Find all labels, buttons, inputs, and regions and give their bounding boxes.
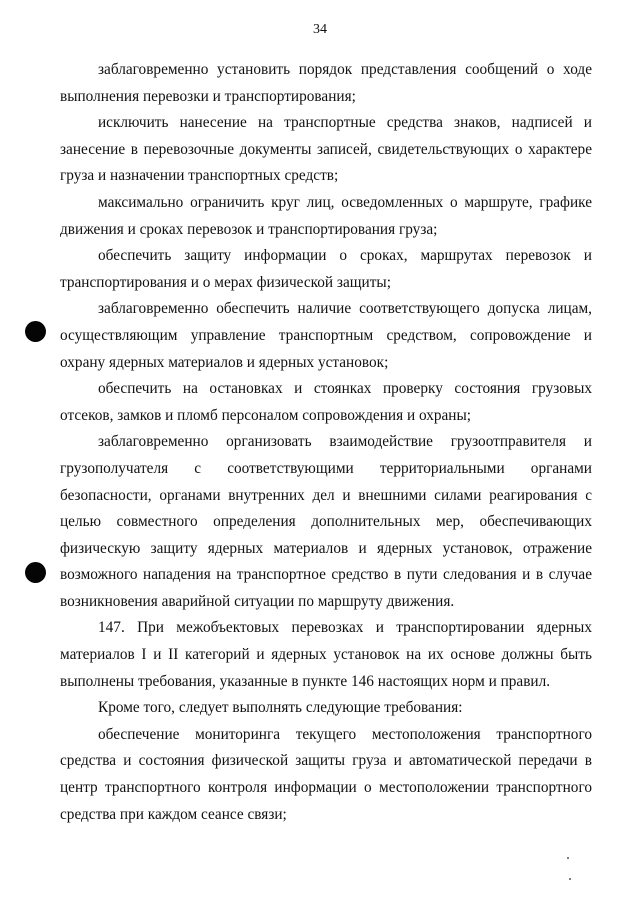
page-number: 34 [313,22,327,37]
scan-speck [569,878,571,880]
paragraph-access-clearance: заблаговременно обеспечить наличие соответствующего допуска лицам, осуществляющим управление транспортным средством, сопровождение и охрану ядерных материалов и ядерных установок; [60,300,592,371]
punch-hole-mark [25,321,46,342]
document-body [60,57,592,828]
paragraph-exclude-markings: исключить нанесение на транспортные средства знаков, надписей и занесение в перевозочные документы записей, свидетельствующих о характере груза и назначении транспортных средств; [60,114,592,185]
paragraph-limit-informed-persons: максимально ограничить круг лиц, осведомленных о маршруте, графике движения и сроках перевозок и транспортирования груза; [60,193,592,238]
paragraph-monitoring: обеспечение мониторинга текущего местоположения транспортного средства и состояния физической защиты груза и автоматической передачи в центр транспортного контроля информации о местоположении транспортного средства при каждом сеансе связи; [60,725,592,823]
paragraph-clause-147: 147. При межобъектовых перевозках и транспортировании ядерных материалов I и II категорий и ядерных установок на их основе должны быть выполнены требования, указанные в пункте 146 настоящих норм и правил. [60,619,592,690]
paragraph-advance-reporting-procedure: заблаговременно установить порядок представления сообщений о ходе выполнения перевозки и транспортирования; [60,61,592,105]
paragraph-additional-requirements: Кроме того, следует выполнять следующие требования: [98,699,463,717]
punch-hole-mark [25,562,46,583]
scan-speck [567,857,569,859]
paragraph-protect-information: обеспечить защиту информации о сроках, маршрутах перевозок и транспортирования и о мерах физической защиты; [60,247,592,291]
paragraph-organize-interaction: заблаговременно организовать взаимодействие грузоотправителя и грузополучателя с соответствующими территориальными органами безопасности, органами внутренних дел и внешними силами реагирования с целью совместного определения дополнительных мер, обеспечивающих физическую защиту ядерных материалов и ядерных установок, отражение возможного нападения на транспортное средство в пути следования и в случае возникновения аварийной ситуации по маршруту движения. [60,433,592,610]
paragraph-stop-inspection: обеспечить на остановках и стоянках проверку состояния грузовых отсеков, замков и пломб персоналом сопровождения и охраны; [60,380,592,424]
